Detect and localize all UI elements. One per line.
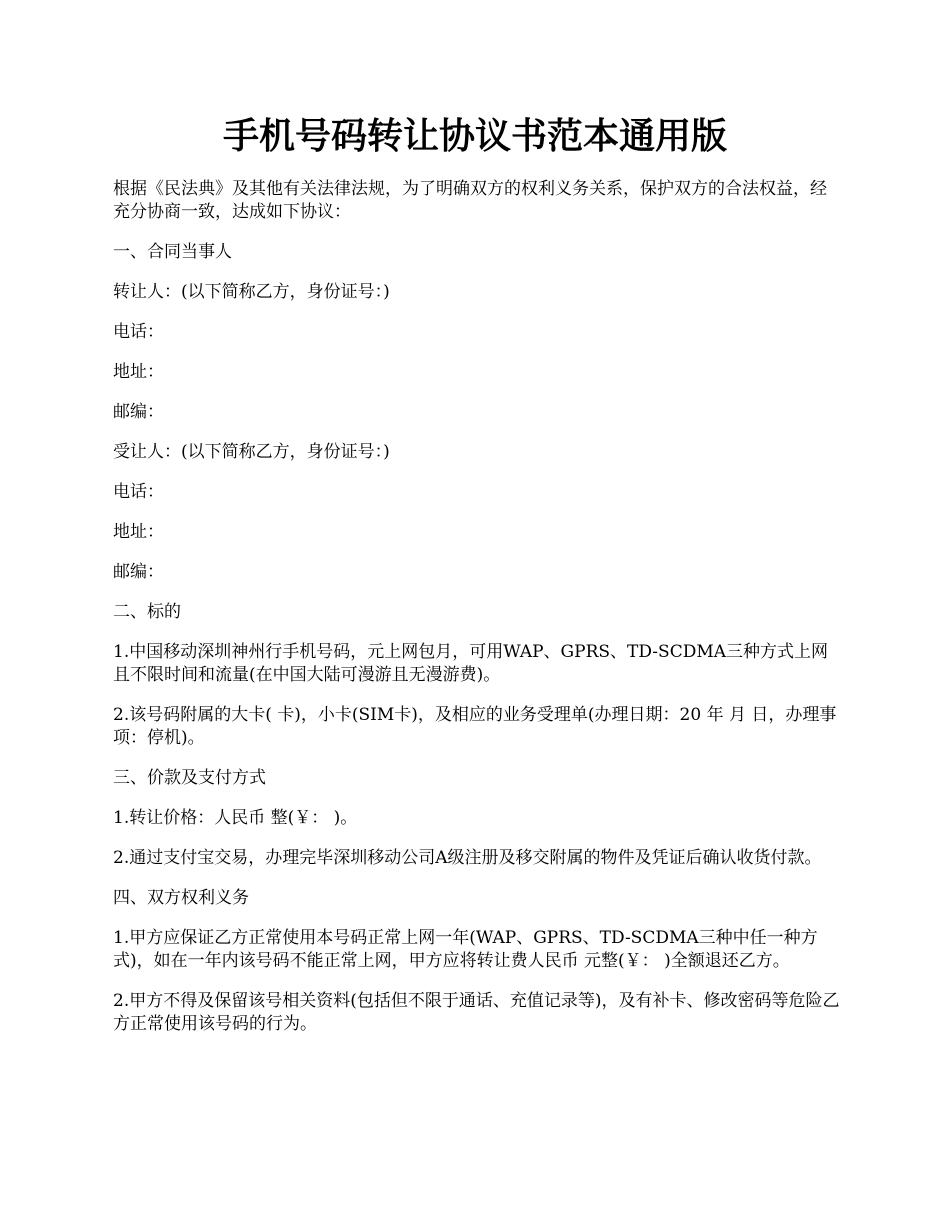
transferor-address: 地址： <box>113 362 164 382</box>
section-heading-price: 三、价款及支付方式 <box>113 768 266 788</box>
price-clause-1: 1.转让价格：人民币 整(￥： )。 <box>113 808 358 828</box>
transferor-phone: 电话： <box>113 322 164 342</box>
section-heading-subject: 二、标的 <box>113 602 181 622</box>
transferee-address: 地址： <box>113 522 164 542</box>
subject-clause-2: 2.该号码附属的大卡( 卡)，小卡(SIM卡)，及相应的业务受理单(办理日期：20 年 月 日，办理事项：停机)。 <box>113 705 837 748</box>
transferee-postcode: 邮编： <box>113 562 164 582</box>
transferee-line: 受让人：(以下简称乙方，身份证号：) <box>113 442 390 462</box>
section-heading-parties: 一、合同当事人 <box>113 242 232 262</box>
document-body <box>113 178 841 1053</box>
transferor-line: 转让人：(以下简称乙方，身份证号：) <box>113 282 390 302</box>
section-heading-rights: 四、双方权利义务 <box>113 888 249 908</box>
transferor-postcode: 邮编： <box>113 402 164 422</box>
rights-clause-2: 2.甲方不得及保留该号相关资料(包括但不限于通话、充值记录等)，及有补卡、修改密码等危险乙方正常使用该号码的行为。 <box>113 991 840 1034</box>
intro-paragraph: 根据《民法典》及其他有关法律法规，为了明确双方的权利义务关系，保护双方的合法权益，经充分协商一致，达成如下协议： <box>113 179 827 222</box>
transferee-phone: 电话： <box>113 482 164 502</box>
subject-clause-1: 1.中国移动深圳神州行手机号码，元上网包月，可用WAP、GPRS、TD-SCDMA三种方式上网且不限时间和流量(在中国大陆可漫游且无漫游费)。 <box>113 642 829 685</box>
document-title: 手机号码转让协议书范本通用版 <box>222 115 727 157</box>
price-clause-2: 2.通过支付宝交易，办理完毕深圳移动公司A级注册及移交附属的物件及凭证后确认收货付款。 <box>113 848 822 868</box>
rights-clause-1: 1.甲方应保证乙方正常使用本号码正常上网一年(WAP、GPRS、TD-SCDMA三种中任一种方式)，如在一年内该号码不能正常上网，甲方应将转让费人民币 元整(￥： )全额退还乙方。 <box>113 928 818 971</box>
